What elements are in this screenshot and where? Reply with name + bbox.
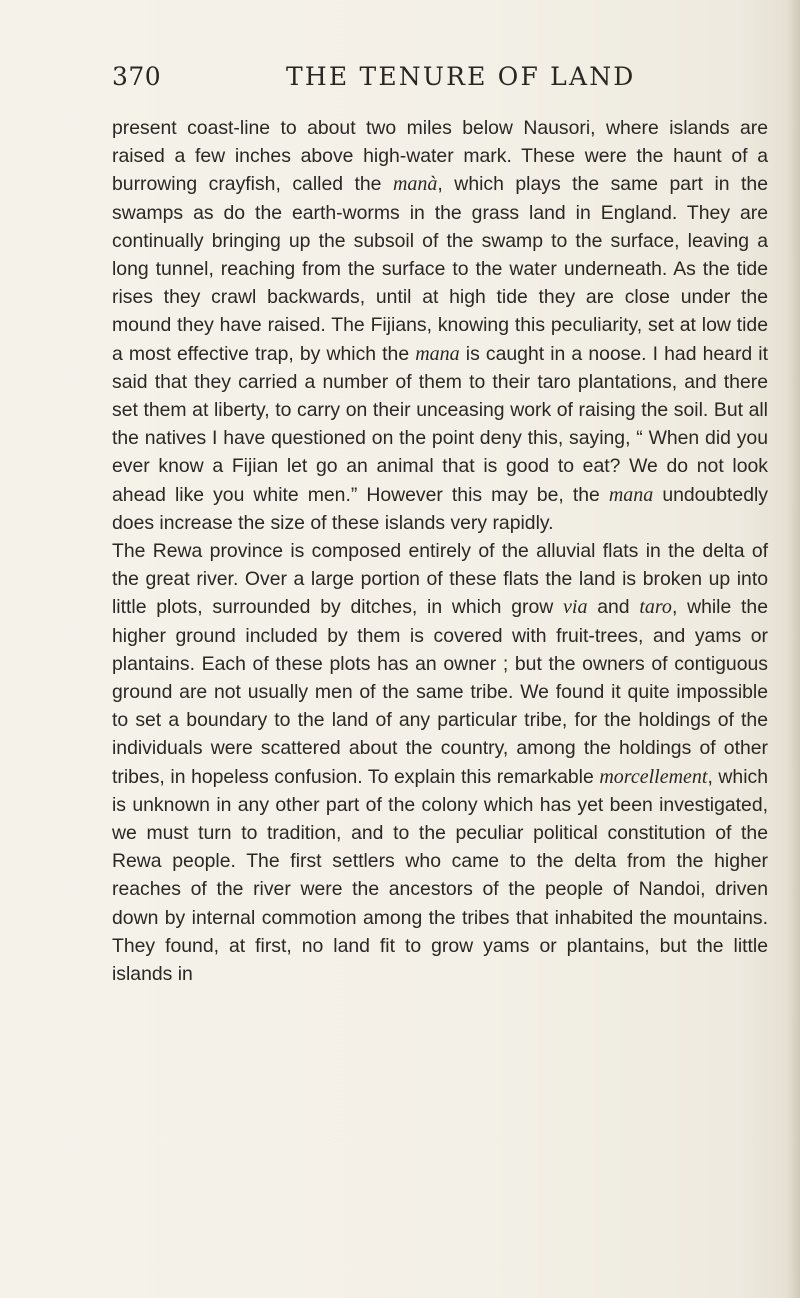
text-span: is caught in a noose. I had heard it said that they carried a number of them to their taro plantations, and there set them at liberty, to carry on their unceasing work of raising the soil. But all the natives I have questioned on the point deny this, saying, “ When did you ever know a Fijian let go an animal that is good to eat? We do not look ahead like you white men.” However this may be, the xyxy=(112,342,768,506)
italic-term-morcellement: morcellement xyxy=(599,765,708,788)
running-title: THE TENURE OF LAND xyxy=(286,62,636,91)
italic-term-mana: mana xyxy=(608,483,654,506)
paragraph-2 xyxy=(112,537,768,988)
page-number: 370 xyxy=(112,62,162,91)
paragraph-1 xyxy=(112,114,768,537)
text-span: The Rewa province is composed entirely of the alluvial flats in the delta of the great river. Over a large portion of these flats the land is broken up into little plots, surrounded by ditches, in which grow xyxy=(112,540,768,619)
running-head xyxy=(112,62,752,102)
italic-term-mana: mana xyxy=(415,342,460,365)
body-text xyxy=(112,114,768,988)
page-edge-shadow xyxy=(786,0,800,1298)
text-span: , which is unknown in any other part of the colony which has yet been investigated, we must turn to tradition, and to the peculiar political constitution of the Rewa people. The first settlers who came to the delta from the higher reaches of the river were the ancestors of the people of Nandoi, driven down by internal commotion among the tribes that inhabited the mountains. They found, at first, no land fit to grow yams or plantains, but the little islands in xyxy=(112,765,769,986)
text-span: , while the higher ground included by them is covered with fruit-trees, and yams or plantains. Each of these plots has an owner ; but the owners of contiguous ground are not usually men of the same tribe. We found it quite impossible to set a boundary to the land of any particular tribe, for the holdings of the individuals were scattered about the country, among the holdings of other tribes, in hopeless confusion. To explain this remarkable xyxy=(112,596,768,788)
text-span: undoubtedly does increase the size of these islands very rapidly. xyxy=(112,483,768,534)
italic-term-mana: manà xyxy=(392,173,438,196)
italic-term-taro: taro xyxy=(639,596,672,619)
text-span: , which plays the same part in the swamps as do the earth-worms in the grass land in England. They are continually bringing up the subsoil of the swamp to the surface, leaving a long tunnel, reaching from the surface to the water underneath. As the tide rises they crawl backwards, until at high tide they are close under the mound they have raised. The Fijians, knowing this peculiarity, set at low tide a most effective trap, by which the xyxy=(112,173,768,365)
text-span: and xyxy=(587,596,640,619)
italic-term-via: via xyxy=(563,596,588,619)
text-span: present coast-line to about two miles below Nausori, where islands are raised a few inches above high-water mark. These were the haunt of a burrowing crayfish, called the xyxy=(112,117,768,196)
